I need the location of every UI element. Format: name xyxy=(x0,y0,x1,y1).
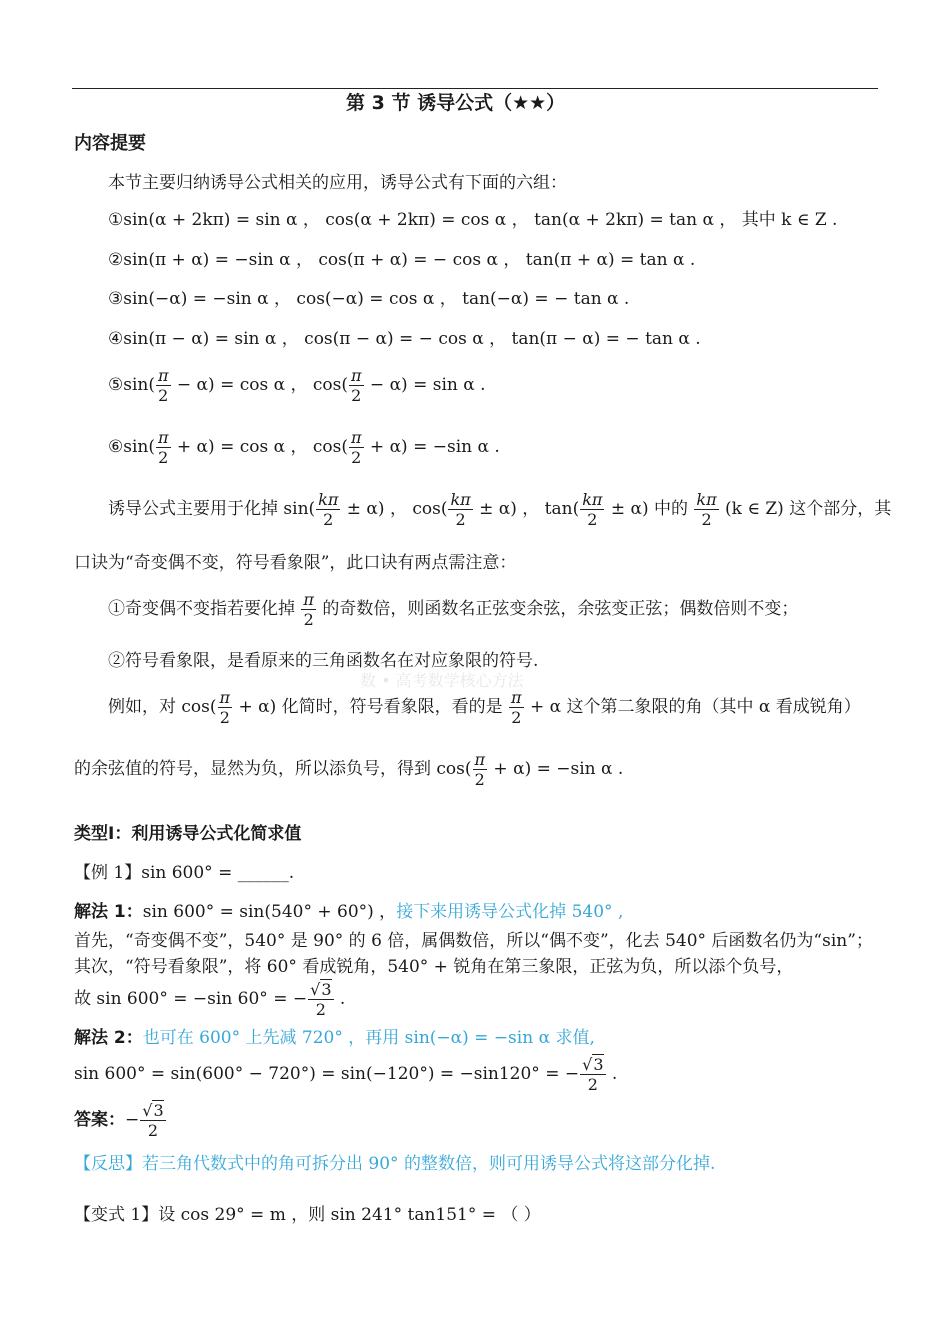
solution-2-hint: 也可在 600° 上先减 720° ，再用 sin(−α) = −sin α 求值, xyxy=(142,1028,595,1048)
fraction-pi-over-2: $\frac{\pi}{2}$ xyxy=(351,428,362,467)
fraction-kpi-over-2: $\frac{k\pi}{2}$ xyxy=(582,490,603,529)
formula-5: ⑤sin( $\frac{\pi}{2}$ − α) = cos α ， cos( $\frac{\pi}{2}$ − α) = sin α . xyxy=(108,366,486,405)
solution-2-label: 解法 2： xyxy=(74,1028,143,1048)
formula-1: ①sin(α + 2kπ) = sin α ， cos(α + 2kπ) = cos α ， tan(α + 2kπ) = tan α ， 其中 k ∈ Z . xyxy=(108,210,838,230)
note-2: ②符号看象限，是看原来的三角函数名在对应象限的符号. xyxy=(108,651,539,671)
answer-label: 答案： xyxy=(74,1110,125,1130)
top-rule xyxy=(72,88,878,89)
variant-1-question: 【变式 1】设 cos 29° = m ，则 sin 241° tan151° = （ ） xyxy=(74,1205,541,1225)
fraction-kpi-over-2: $\frac{k\pi}{2}$ xyxy=(450,490,471,529)
formula-2: ②sin(π + α) = −sin α ， cos(π + α) = − cos α ， tan(π + α) = tan α . xyxy=(108,250,696,270)
watermark: 数 • 高考数学核心方法 xyxy=(360,671,524,690)
formula-3: ③sin(−α) = −sin α ， cos(−α) = cos α ， tan(−α) = − tan α . xyxy=(108,289,630,309)
type-1-heading: 类型Ⅰ：利用诱导公式化简求值 xyxy=(74,824,302,844)
example-1-question: 【例 1】sin 600° = ______. xyxy=(74,863,295,883)
formula-4: ④sin(π − α) = sin α ， cos(π − α) = − cos α ， tan(π − α) = − tan α . xyxy=(108,329,701,349)
intro-text: 本节主要归纳诱导公式相关的应用，诱导公式有下面的六组： xyxy=(108,173,567,193)
example-line-1: 例如，对 cos( $\frac{\pi}{2}$ + α) 化简时，符号看象限，看的是 $\frac{\pi}{2}$ + α 这个第二象限的角（其中 α 看成锐角） xyxy=(108,688,861,727)
fraction-pi-over-2: $\frac{\pi}{2}$ xyxy=(511,688,522,727)
fraction-pi-over-2: $\frac{\pi}{2}$ xyxy=(157,428,169,467)
formula-6: ⑥sin( $\frac{\pi}{2}$ + α) = cos α ， cos( $\frac{\pi}{2}$ + α) = −sin α . xyxy=(108,428,500,467)
page-title: 第 3 节 诱导公式（★★） xyxy=(346,92,566,114)
solution-1-label: 解法 1： xyxy=(74,902,143,922)
solution-1-line-1: 解法 1：sin 600° = sin(540° + 60°) ，接下来用诱导公式化掉 540° , xyxy=(74,902,624,922)
reflection-note: 【反思】若三角代数式中的角可拆分出 90° 的整数倍，则可用诱导公式将这部分化掉. xyxy=(74,1154,716,1174)
fraction-pi-over-2: $\frac{\pi}{2}$ xyxy=(303,590,314,629)
section-summary-heading: 内容提要 xyxy=(74,133,146,154)
note-1: ①奇变偶不变指若要化掉 $\frac{\pi}{2}$ 的奇数倍，则函数名正弦变余弦，余弦变正弦；偶数倍则不变； xyxy=(108,590,799,629)
fraction-sqrt3-over-2: $\frac{√3}{2}$ xyxy=(310,980,332,1019)
fraction-pi-over-2: $\frac{\pi}{2}$ xyxy=(351,366,362,405)
paragraph-reduction-line-2: 口诀为“奇变偶不变，符号看象限”，此口诀有两点需注意： xyxy=(74,553,517,573)
fraction-sqrt3-over-2: $\frac{√3}{2}$ xyxy=(142,1101,164,1140)
solution-1-hint: 接下来用诱导公式化掉 540° , xyxy=(396,902,624,922)
fraction-kpi-over-2: $\frac{k\pi}{2}$ xyxy=(318,490,339,529)
solution-1-line-2: 首先，“奇变偶不变”，540° 是 90° 的 6 倍，属偶数倍，所以“偶不变”，化去 540° 后函数名仍为“sin”； xyxy=(74,931,873,951)
example-line-2: 的余弦值的符号，显然为负，所以添负号，得到 cos( $\frac{\pi}{2}$ + α) = −sin α . xyxy=(74,750,624,789)
fraction-sqrt3-over-2: $\frac{√3}{2}$ xyxy=(582,1055,604,1094)
solution-1-line-3: 其次，“符号看象限”，将 60° 看成锐角，540° + 锐角在第三象限，正弦为负，所以添个负号， xyxy=(74,957,794,977)
answer-line: 答案：− $\frac{√3}{2}$ xyxy=(74,1101,164,1140)
fraction-pi-over-2: $\frac{\pi}{2}$ xyxy=(157,366,169,405)
fraction-pi-over-2: $\frac{\pi}{2}$ xyxy=(219,688,231,727)
paragraph-reduction-line-1: 诱导公式主要用于化掉 sin( $\frac{k\pi}{2}$ ± α) ， cos( $\frac{k\pi}{2}$ ± α) ， tan( $\frac{k\pi}{2}$ ± α) 中的 $\frac{k\pi}{2}$ (k ∈ Z) 这个部分，其 xyxy=(108,490,892,529)
fraction-pi-over-2: $\frac{\pi}{2}$ xyxy=(474,750,486,789)
solution-2-line-1 xyxy=(74,1027,595,1049)
fraction-kpi-over-2: $\frac{k\pi}{2}$ xyxy=(696,490,717,529)
solution-1-line-4: 故 sin 600° = −sin 60° = − $\frac{√3}{2}$ . xyxy=(74,980,346,1019)
solution-2-line-2: sin 600° = sin(600° − 720°) = sin(−120°) = −sin120° = − $\frac{√3}{2}$ . xyxy=(74,1055,618,1094)
